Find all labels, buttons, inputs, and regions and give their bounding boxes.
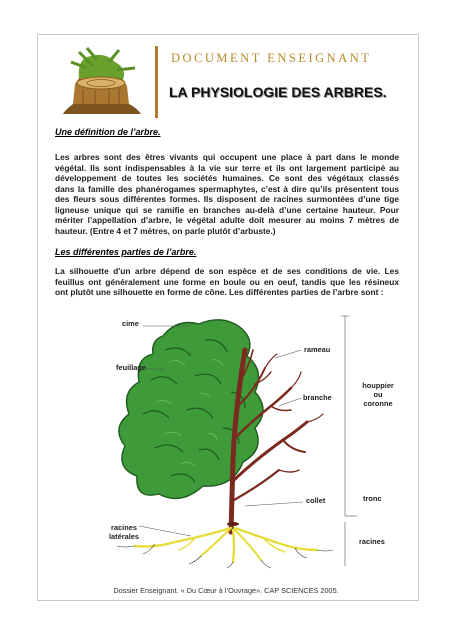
text-line: développement de toutes les sociétés humaines. Ce sont des végétaux classés [55, 173, 399, 183]
label-houppier-text: houppier [362, 381, 394, 390]
label-coronne-text: coronne [363, 399, 393, 408]
text-line: végétal. Ils sont indispensables à la vie sur terre et ils ont largement participé au [55, 162, 399, 173]
label-ou-text: ou [373, 390, 383, 399]
page-footer: Dossier Enseignant. « Du Cœur à l’Ouvrage». CAP SCIENCES 2005. [113, 586, 339, 595]
document-label: DOCUMENT ENSEIGNANT [171, 51, 372, 65]
header-divider [155, 46, 158, 118]
definition-paragraph [55, 152, 399, 236]
label-racines: racines [359, 537, 385, 546]
label-racines-laterales [104, 523, 144, 541]
text-line: Les arbres sont des êtres vivants qui occupent une place à part dans le monde [55, 152, 399, 162]
text-line: des fleurs sous différentes formes. Ils disposent de racines surmontées d’une tige [55, 194, 399, 204]
text-line: hauteur. (Entre 4 et 7 mètres, on parle plutôt d’arbuste.) [55, 225, 276, 236]
text-line: feuillus ont généralement une forme en boule ou en oeuf, tandis que les résineux [55, 276, 399, 287]
text-line: La silhouette d'un arbre dépend de son espèce et de ses conditions de vie. Les [55, 266, 399, 276]
label-tronc: tronc [363, 494, 382, 503]
section-heading-parts: Les différentes parties de l’arbre. [55, 247, 197, 257]
label-racines-laterales-line2: latérales [109, 532, 139, 541]
text-line: ligneuse unique qui se ramifie en branches au-delà d’une certaine hauteur. Pour [55, 204, 399, 215]
text-line: dans la famille des phanérogames spermaphytes, c’est à dire qu’ils présentent tous [55, 183, 399, 194]
label-branche: branche [303, 393, 332, 402]
label-racines-laterales-line1: racines [111, 523, 137, 532]
label-collet: collet [306, 496, 326, 505]
section-heading-definition: Une définition de l’arbre. [55, 127, 161, 137]
tree-stump-logo [57, 38, 147, 118]
label-houppier [356, 381, 400, 408]
label-cime: cime [122, 319, 139, 328]
label-feuillage: feuillage [116, 363, 146, 372]
parts-paragraph [55, 266, 399, 298]
roots [135, 528, 317, 562]
page-title: LA PHYSIOLOGIE DES ARBRES. [169, 84, 387, 100]
label-rameau: rameau [304, 345, 331, 354]
text-line: mériter l’appellation d’arbre, le végétal adulte doit mesurer au moins 7 mètres de [55, 215, 399, 225]
text-line: ont plutôt une silhouette en forme de cône. Les différentes parties de l’arbre sont : [55, 287, 384, 297]
